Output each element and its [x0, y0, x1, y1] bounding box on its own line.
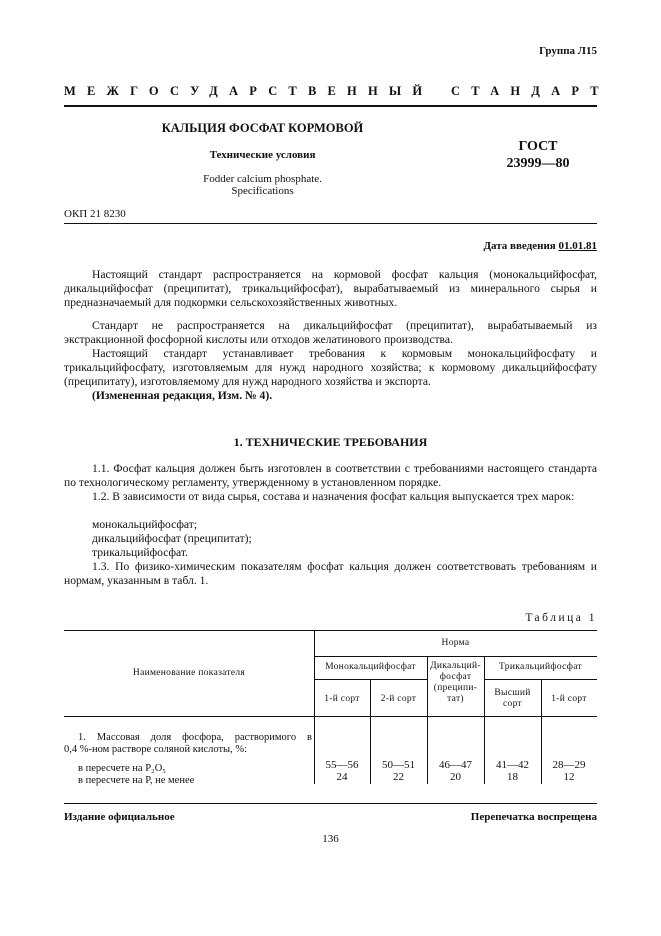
list-item: дикальцийфосфат (преципитат);	[92, 532, 252, 545]
intro-paragraph-3: Настоящий стандарт устанавливает требования к кормовым монокальцийфосфату и трикальцийфосфату, изготовляемым для нужд народного хозяйства; к кормовому дикальцийфосфату (преципитату), изготовляемому для нужд народного хозяйства и экспорта.	[64, 347, 597, 388]
table-cell: 41—42	[496, 759, 529, 771]
amendment-note: (Измененная редакция, Изм. № 4).	[92, 389, 273, 402]
document-subtitle: Технические условия	[209, 149, 316, 161]
column-header-di: Дикальций- фосфат (преципи- тат)	[430, 661, 481, 704]
intro-paragraph-2: Стандарт не распространяется на дикальцийфосфат (преципитат), вырабатываемый из экстракционной фосфорной кислоты или отходов желатинового производства.	[64, 319, 597, 346]
page-number: 136	[322, 833, 339, 845]
table-cell: 20	[450, 771, 461, 783]
grade-header: 2-й сорт	[380, 694, 417, 704]
clause-1-2: 1.2. В зависимости от вида сырья, состава и назначения фосфат кальция выпускается трех марок:	[92, 490, 575, 503]
table-row-label: 1. Массовая доля фосфора, растворимого в 0,4 %-ном растворе соляной кислоты, %: в пересчете на P₂O₅ в пересчете на P, не менее	[64, 732, 312, 786]
group-label: Группа Л15	[539, 45, 597, 57]
official-edition: Издание официальное	[64, 811, 175, 823]
table-cell: 22	[393, 771, 404, 783]
table-cell: 24	[336, 771, 348, 783]
clause-1-3: 1.3. По физико-химическим показателям фосфат кальция должен соответствовать требованиям и нормам, указанным в табл. 1.	[64, 560, 597, 587]
table-cell: 18	[507, 771, 518, 783]
footer-rule	[64, 803, 597, 804]
table-cell: 46—47	[439, 759, 472, 771]
column-header-tri: Трикальцийфосфат	[499, 662, 582, 672]
header-rule	[64, 105, 597, 107]
clause-1-1: 1.1. Фосфат кальция должен быть изготовлен в соответствии с требованиями настоящего стандарта по технологическому регламенту, утвержденному в установленном порядке.	[64, 462, 597, 489]
table-cell: 12	[563, 771, 575, 783]
grade-header: Высший сорт	[494, 688, 531, 709]
list-item: трикальцийфосфат.	[92, 546, 188, 559]
gost-label: ГОСТ	[518, 139, 558, 154]
table-cell: 55—56	[325, 759, 359, 771]
section-heading: 1. ТЕХНИЧЕСКИЕ ТРЕБОВАНИЯ	[233, 435, 428, 449]
table-header-rule	[64, 716, 597, 717]
introduction-date	[483, 240, 597, 252]
list-item: монокальцийфосфат;	[92, 518, 198, 531]
grade-header: 1-й сорт	[551, 694, 587, 704]
intro-paragraph-1: Настоящий стандарт распространяется на кормовой фосфат кальция (монокальцийфосфат, дикальцийфосфат (преципитат), трикальцийфосфат), вырабатываемый из минерального сырья и предназначаемый для подкормки сельскохозяйственных животных.	[64, 268, 597, 309]
date-value: 01.01.81	[558, 240, 597, 252]
english-subtitle: Specifications	[231, 185, 294, 197]
banner-right: СТАНДАРТ	[451, 84, 610, 98]
english-title: Fodder calcium phosphate.	[203, 173, 322, 185]
table-caption: Таблица 1	[525, 612, 597, 624]
column-header-norm: Норма	[441, 638, 470, 648]
reprint-prohibited: Перепечатка воспрещена	[470, 811, 597, 823]
gost-number: 23999—80	[506, 156, 570, 171]
document-title: КАЛЬЦИЯ ФОСФАТ КОРМОВОЙ	[161, 121, 364, 135]
grade-header: 1-й сорт	[324, 694, 360, 704]
table-top-rule	[64, 630, 597, 631]
title-rule	[64, 223, 597, 224]
table-cell: 28—29	[552, 759, 586, 771]
okp-code: ОКП 21 8230	[64, 208, 126, 220]
column-header-name: Наименование показателя	[132, 668, 246, 678]
table-cell: 50—51	[382, 759, 415, 771]
column-header-mono: Монокальцийфосфат	[325, 662, 416, 672]
date-label: Дата введения	[483, 240, 556, 252]
banner-left: МЕЖГОСУДАРСТВЕННЫЙ	[64, 84, 434, 98]
